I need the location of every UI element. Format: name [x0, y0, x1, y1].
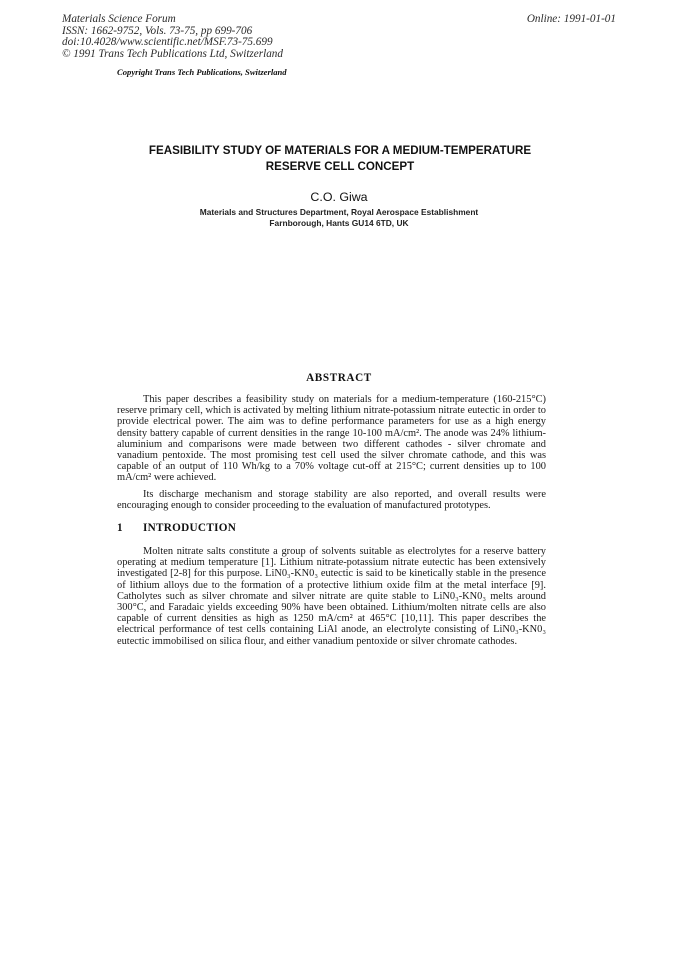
- copyright-line: © 1991 Trans Tech Publications Ltd, Switzerland: [62, 47, 283, 60]
- abstract-heading: ABSTRACT: [306, 372, 372, 384]
- journal-metadata: [62, 14, 283, 60]
- title-line-2: RESERVE CELL CONCEPT: [265, 159, 415, 173]
- introduction-heading: [117, 522, 236, 534]
- abstract-paragraph-2: Its discharge mechanism and storage stability are also reported, and overall results were encouraging enough to consider proceeding to the evaluation of manufactured prototypes.: [117, 489, 546, 512]
- affiliation-line-1: Materials and Structures Department, Royal Aerospace Establishment: [199, 207, 479, 217]
- section-title: INTRODUCTION: [143, 522, 237, 534]
- copyright-stamp: Copyright Trans Tech Publications, Switzerland: [117, 67, 287, 77]
- online-date: Online: 1991-01-01: [526, 13, 616, 25]
- title-line-1: FEASIBILITY STUDY OF MATERIALS FOR A MEDIUM-TEMPERATURE: [148, 144, 532, 157]
- issn-line: ISSN: 1662-9752, Vols. 73-75, pp 699-706: [62, 24, 253, 37]
- affiliation-line-2: Farnborough, Hants GU14 6TD, UK: [269, 218, 409, 229]
- abstract-paragraph-1: This paper describes a feasibility study on materials for a medium-temperature (160-215°C) reserve primary cell, which is activated by melting lithium nitrate-potassium nitrate eutectic in order to provide electrical power. The aim was to define performance parameters for use as a high energy density battery capable of current densities in the range 10-100 mA/cm². The anode was 24% lithium-aluminium and comparisons were made between two different cathodes - silver chromate and vanadium pentoxide. The most promising test cell used the silver chromate cathode, and this was capable of an output of 110 Wh/kg to a 70% voltage cut-off at 215°C; current densities up to 100 mA/cm² were achieved.: [117, 394, 546, 484]
- journal-name: Materials Science Forum: [62, 13, 176, 25]
- author-name: C.O. Giwa: [310, 190, 368, 204]
- paper-title: [110, 143, 570, 174]
- section-number: 1: [117, 522, 123, 534]
- introduction-paragraph: Molten nitrate salts constitute a group of solvents suitable as electrolytes for a reserve battery operating at medium temperature [1]. Lithium nitrate-potassium nitrate eutectic has been extensively investigated [2-8] for this purpose. LiN0₃-KN0₃ eutectic is said to be kinetically stable in the presence of lithium alloys due to the formation of a protective lithium oxide film at the metal interface [9]. Catholytes such as silver chromate and silver nitrate are quite stable to LiN0₃-KN0₃ melts around 300°C, and Faradaic yields exceeding 90% have been obtained. Lithium/molten nitrate cells are also capable of current densities as high as 1250 mA/cm² at 465°C [10,11]. This paper describes the electrical performance of test cells containing LiAl anode, an electrolyte consisting of LiN0₃-KN0₃ eutectic immobilised on silica flour, and either vanadium pentoxide or silver chromate cathodes.: [117, 546, 546, 647]
- doi-line: doi:10.4028/www.scientific.net/MSF.73-75.699: [62, 36, 273, 49]
- author-affiliation: [0, 207, 678, 230]
